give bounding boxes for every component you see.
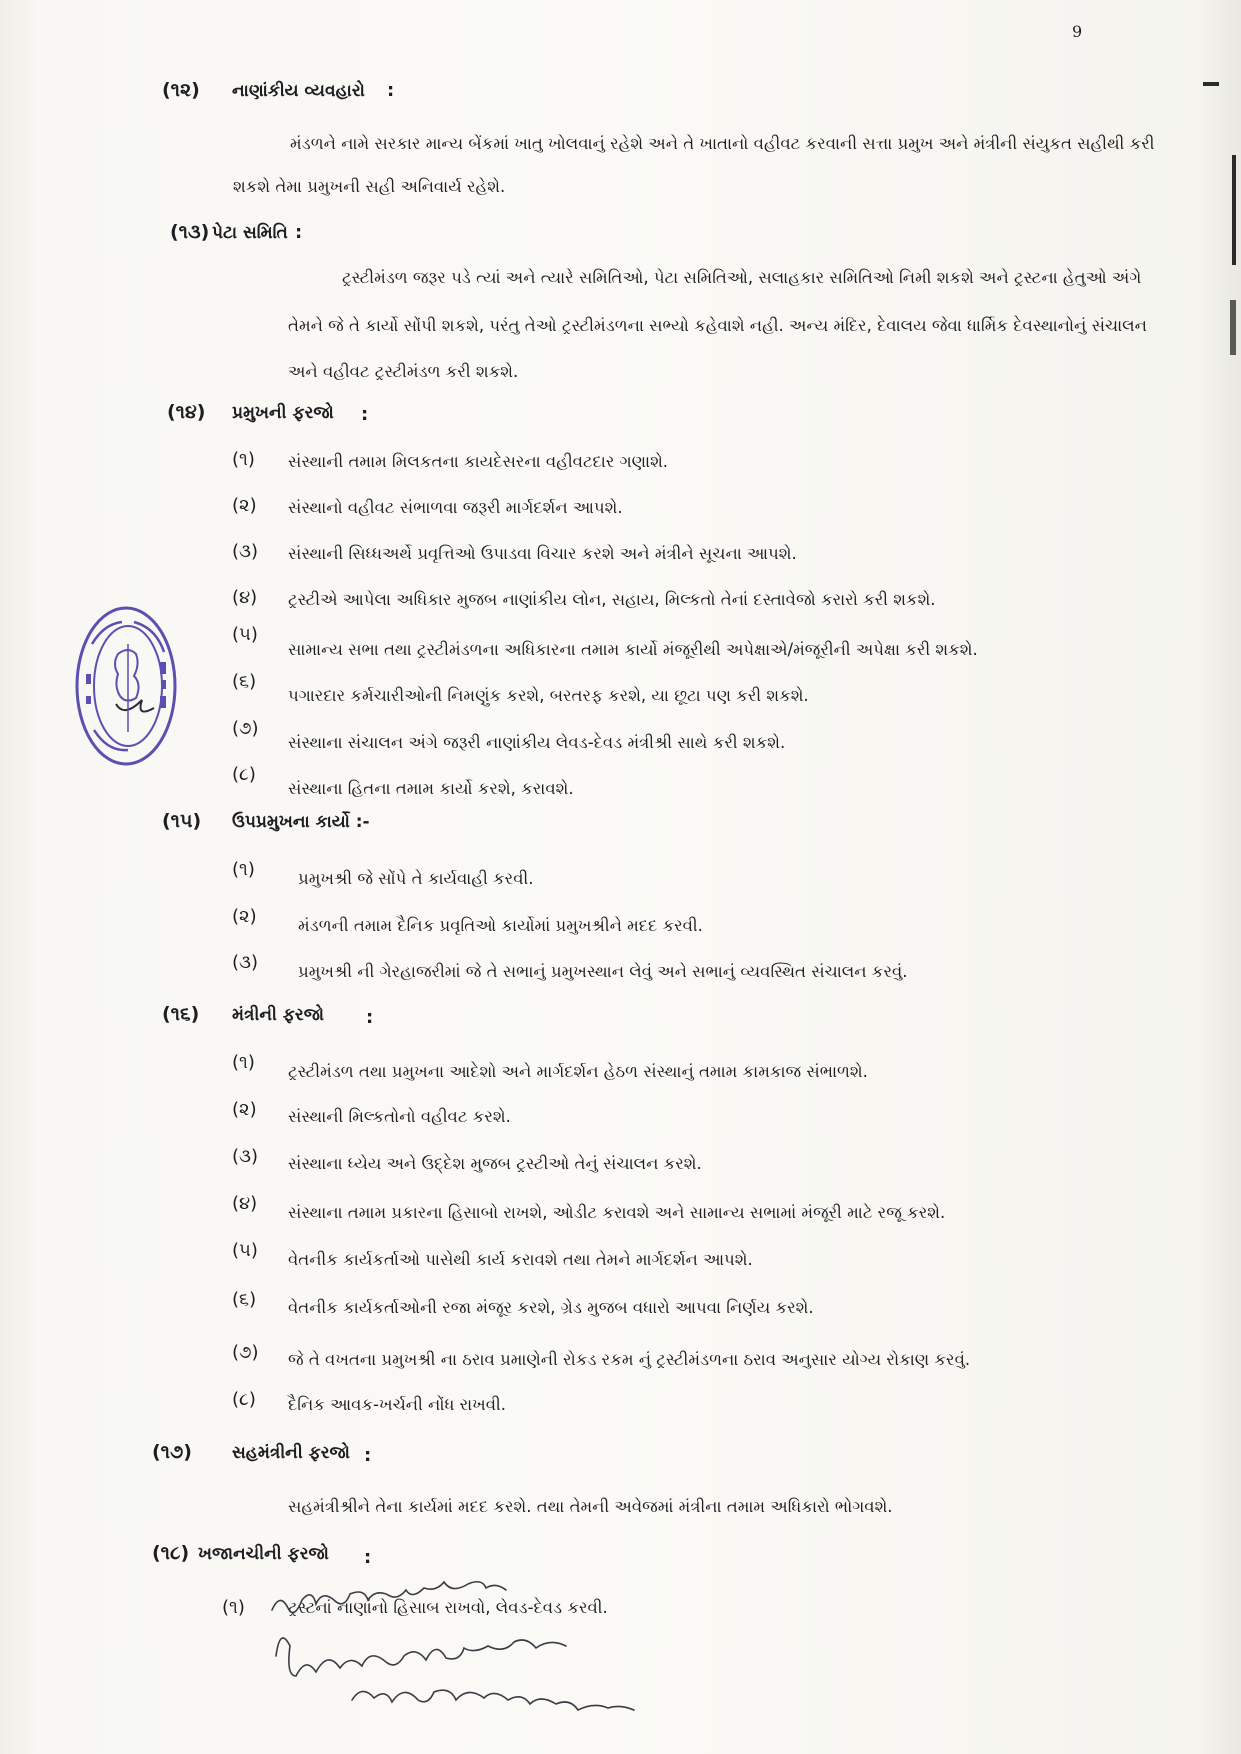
list-item-text: ટ્રસ્ટીમંડળ તથા પ્રમુખના આદેશો અને માર્ગદર્શન હેઠળ સંસ્થાનું તમામ કામકાજ સંભાળશે. (288, 1062, 868, 1081)
list-item-text: પગારદાર કર્મચારીઓની નિમણુંક કરશે, બરતરફ કરશે, યા છૂટા પણ કરી શકશે. (288, 686, 809, 705)
list-item-number: (૧) (232, 1052, 255, 1073)
list-item-number: (૨) (232, 495, 257, 516)
scan-edge-mark (1230, 300, 1236, 355)
section-colon: : (387, 80, 395, 101)
section-colon: : (364, 1547, 372, 1568)
list-item-text: સંસ્થાના હિતના તમામ કાર્યો કરશે, કરાવશે. (288, 779, 574, 798)
section-title: સહમંત્રીની ફરજો (232, 1443, 350, 1463)
section-number: (૧૭) (152, 1441, 192, 1463)
list-item-text: સંસ્થાના સંચાલન અંગે જરૂરી નાણાંકીય લેવડ-દેવડ મંત્રીશ્રી સાથે કરી શકશે. (288, 733, 786, 752)
paragraph-line: મંડળને નામે સરકાર માન્ય બેંકમાં ખાતુ ખોલવાનું રહેશે અને તે ખાતાનો વહીવટ કરવાની સત્તા પ્રમુખ અને મંત્રીની સંયુકત સહીથી કરી (290, 134, 1155, 153)
section-title: પેટા સમિતિ (212, 223, 288, 243)
section-number: (૧૮) (152, 1542, 190, 1564)
paragraph-line: તેમને જે તે કાર્યો સોંપી શકશે, પરંતુ તેઓ ટ્રસ્ટીમંડળના સભ્યો કહેવાશે નહી. અન્ય મંદિર, દેવાલય જેવા ધાર્મિક દેવસ્થાનોનું સંચાલન (288, 316, 1147, 335)
list-item-text: સંસ્થાની મિલ્કતોનો વહીવટ કરશે. (288, 1107, 511, 1126)
paragraph-line: અને વહીવટ ટ્રસ્ટીમંડળ કરી શકશે. (288, 362, 519, 381)
list-item-number: (૭) (232, 718, 259, 739)
list-item-number: (૪) (232, 1193, 258, 1214)
paragraph-line: સહમંત્રીશ્રીને તેના કાર્યમાં મદદ કરશે. તથા તેમની અવેજમાં મંત્રીના તમામ અધિકારો ભોગવશે. (288, 1497, 893, 1516)
list-item-number: (૬) (232, 671, 257, 692)
trust-stamp-seal (74, 604, 178, 768)
list-item-text: સંસ્થાની સિધ્ધઅર્થે પ્રવૃત્તિઓ ઉપાડવા વિચાર કરશે અને મંત્રીને સૂચના આપશે. (288, 544, 797, 563)
section-number: (૧૨) (162, 79, 200, 101)
section-colon: : (295, 222, 303, 243)
section-title: ઉપપ્રમુખના કાર્યો :- (232, 812, 370, 832)
paragraph-line: ટ્રસ્ટીમંડળ જરૂર પડે ત્યાં અને ત્યારે સમિતિઓ, પેટા સમિતિઓ, સલાહકાર સમિતિઓ નિમી શકશે અને ટ્રસ્ટના હેતુઓ અંગે (342, 268, 1142, 287)
list-item-number: (૪) (232, 587, 258, 608)
list-item-text: પ્રમુખશ્રી ની ગેરહાજરીમાં જે તે સભાનું પ્રમુખસ્થાન લેવું અને સભાનું વ્યવસ્થિત સંચાલન કરવું. (298, 962, 908, 981)
list-item-number: (૧) (232, 449, 255, 470)
section-title: નાણાંકીય વ્યવહારો (232, 81, 365, 101)
list-item-number: (૫) (232, 1240, 258, 1261)
section-colon: : (364, 1445, 372, 1466)
section-colon: : (361, 404, 369, 425)
section-number: (૧૬) (162, 1003, 200, 1025)
list-item-text: મંડળની તમામ દૈનિક પ્રવૃતિઓ કાર્યોમાં પ્રમુખશ્રીને મદદ કરવી. (298, 916, 703, 935)
list-item-text: સામાન્ય સભા તથા ટ્રસ્ટીમંડળના અધિકારના તમામ કાર્યો મંજૂરીથી અપેક્ષાએ/મંજૂરીની અપેક્ષા કરી શકશે. (288, 640, 978, 659)
scan-edge-mark (1232, 155, 1236, 265)
list-item-number: (૮) (232, 1389, 256, 1410)
list-item-text: વેતનીક કાર્યકર્તાઓની રજા મંજૂર કરશે, ગ્રેડ મુજબ વધારો આપવા નિર્ણય કરશે. (288, 1298, 814, 1317)
list-item-number: (૨) (232, 1099, 257, 1120)
list-item-number: (૮) (232, 764, 256, 785)
list-item-text: ટ્રસ્ટીએ આપેલા અધિકાર મુજબ નાણાંકીય લોન, સહાય, મિલ્કતો તેનાં દસ્તાવેજો કરારો કરી શકશે. (288, 590, 936, 609)
list-item-number: (૩) (232, 1146, 259, 1167)
handwritten-signatures (262, 1580, 822, 1730)
paragraph-line: શકશે તેમા પ્રમુખની સહી અનિવાર્ય રહેશે. (233, 177, 506, 196)
list-item-text: સંસ્થાના તમામ પ્રકારના હિસાબો રાખશે, ઓડીટ કરાવશે અને સામાન્ય સભામાં મંજૂરી માટે રજૂ કરશે. (288, 1203, 946, 1222)
list-item-number: (૩) (232, 541, 259, 562)
list-item-number: (૩) (232, 952, 259, 973)
section-number: (૧૩) (170, 221, 210, 243)
list-item-text: ટ્રસ્ટનાં નાણાંનો હિસાબ રાખવો, લેવડ-દેવડ કરવી. (288, 1598, 608, 1617)
page-number: 9 (1072, 22, 1083, 41)
section-number: (૧૪) (167, 401, 206, 423)
list-item-text: સંસ્થાનો વહીવટ સંભાળવા જરૂરી માર્ગદર્શન આપશે. (288, 498, 623, 517)
section-title: મંત્રીની ફરજો (232, 1005, 325, 1025)
section-title: ખજાનચીની ફરજો (198, 1544, 329, 1564)
list-item-text: વેતનીક કાર્યકર્તાઓ પાસેથી કાર્ય કરાવશે તથા તેમને માર્ગદર્શન આપશે. (288, 1250, 753, 1269)
section-title: પ્રમુખની ફરજો (232, 403, 334, 423)
scan-edge-mark (1203, 82, 1219, 86)
list-item-number: (૨) (232, 906, 257, 927)
list-item-number: (૭) (232, 1342, 259, 1363)
list-item-number: (૬) (232, 1289, 257, 1310)
list-item-text: પ્રમુખશ્રી જે સોંપે તે કાર્યવાહી કરવી. (298, 869, 534, 888)
list-item-text: સંસ્થાની તમામ મિલકતના કાયદેસરના વહીવટદાર ગણાશે. (288, 452, 669, 471)
list-item-text: દૈનિક આવક-ખર્ચની નોંધ રાખવી. (288, 1395, 506, 1414)
list-item-number: (૫) (232, 624, 258, 645)
list-item-text: જે તે વખતના પ્રમુખશ્રી ના ઠરાવ પ્રમાણેની રોકડ રકમ નું ટ્રસ્ટીમંડળના ઠરાવ અનુસાર યોગ્ય રોકાણ કરવું. (288, 1350, 971, 1369)
section-colon: : (366, 1007, 374, 1028)
list-item-number: (૧) (232, 859, 255, 880)
list-item-text: સંસ્થાના ધ્યેય અને ઉદ્દેશ મુજબ ટ્રસ્ટીઓ તેનું સંચાલન કરશે. (288, 1154, 702, 1173)
list-item-number: (૧) (222, 1597, 245, 1618)
section-number: (૧૫) (162, 810, 202, 832)
